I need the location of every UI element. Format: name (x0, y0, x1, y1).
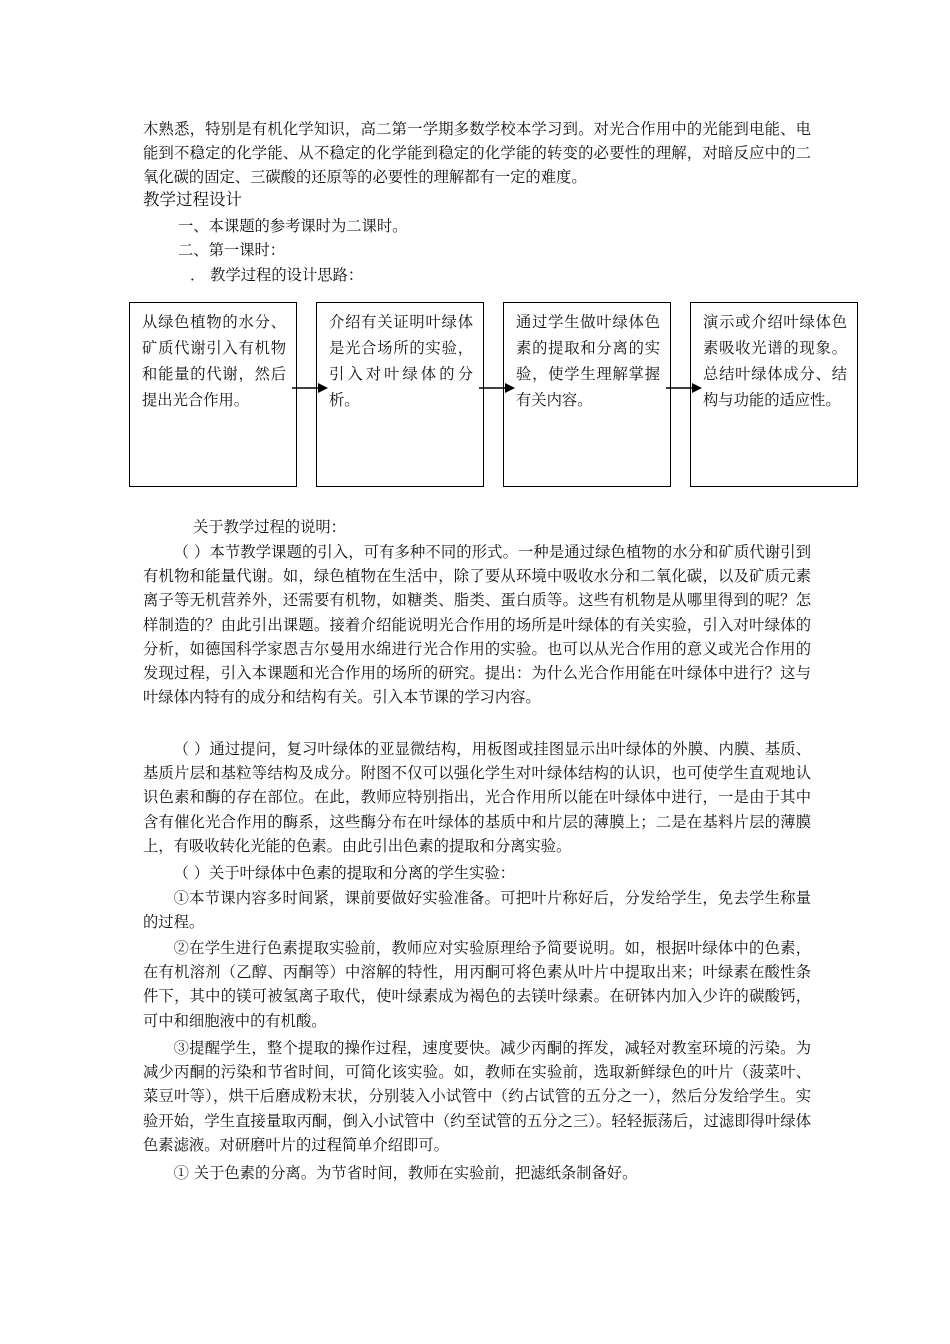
paragraph-step-1: ①本节课内容多时间紧，课前要做好实验准备。可把叶片称好后，分发给学生，免去学生称量的过程。 (143, 889, 811, 932)
flow-box-3: 通过学生做叶绿体色素的提取和分离的实验，使学生理解掌握有关内容。 (503, 302, 671, 487)
paragraph-step-3: ③提醒学生，整个提取的操作过程，速度要快。减少丙酮的挥发，减轻对教室环境的污染。为减少丙酮的污染和节省时间，可简化该实验。如，教师在实验前，选取新鲜绿色的叶片（菠菜叶、菜豆叶等），烘干后磨成粉末状，分别装入小试管中（约占试管的五分之一），然后分发给学生。实验开始，学生直接量取丙酮，倒入小试管中（约至试管的五分之三）。轻轻振荡后，过滤即得叶绿体色素滤液。对研磨叶片的过程简单介绍即可。 (143, 1039, 811, 1154)
item-class-hours: 一、本课题的参考课时为二课时。 (178, 217, 408, 235)
intro-paragraph: 木熟悉，特别是有机化学知识，高二第一学期多数学校本学习到。对光合作用中的光能到电能、电能到不稳定的化学能、从不稳定的化学能到稳定的化学能的转变的必要性的理解，对暗反应中的二氧化碳的固定、三碳酸的还原等的必要性的理解都有一定的难度。 (143, 120, 811, 187)
paragraph-experiment-title: （ ）关于叶绿体中色素的提取和分离的学生实验： (173, 864, 515, 882)
paragraph-step-2: ②在学生进行色素提取实验前，教师应对实验原理给予简要说明。如，根据叶绿体中的色素，在有机溶剂（乙醇、丙酮等）中溶解的特性，用丙酮可将色素从叶片中提取出来；叶绿素在酸性条件下，其中的镁可被氢离子取代，使叶绿素成为褐色的去镁叶绿素。在研钵内加入少许的碳酸钙，可中和细胞液中的有机酸。 (143, 939, 811, 1030)
paragraph-chloroplast-structure: （ ）通过提问，复习叶绿体的亚显微结构，用板图或挂图显示出叶绿体的外膜、内膜、基质、基质片层和基粒等结构及成分。附图不仅可以强化学生对叶绿体结构的认识，也可使学生直观地认识色素和酶的存在部位。在此，教师应特别指出，光合作用所以能在叶绿体中进行，一是由于其中含有催化光合作用的酶系，这些酶分布在叶绿体的基质中和片层的薄膜上；二是在基料片层的薄膜上，有吸收转化光能的色素。由此引出色素的提取和分离实验。 (143, 740, 811, 855)
item-first-lesson: 二、第一课时： (178, 241, 286, 259)
paragraph-step-4: ① 关于色素的分离。为节省时间，教师在实验前，把滤纸条制备好。 (173, 1164, 638, 1182)
item-design-idea: ． 教学过程的设计思路： (190, 266, 364, 284)
notes-title: 关于教学过程的说明： (193, 518, 346, 536)
flow-box-1: 从绿色植物的水分、矿质代谢引入有机物和能量的代谢，然后提出光合作用。 (129, 302, 297, 487)
flow-box-2: 介绍有关证明叶绿体是光合场所的实验，引入对叶绿体的分析。 (316, 302, 484, 487)
section-heading: 教学过程设计 (143, 190, 242, 209)
paragraph-intro-methods: （ ）本节教学课题的引入，可有多种不同的形式。一种是通过绿色植物的水分和矿质代谢引到有机物和能量代谢。如，绿色植物在生活中，除了要从环境中吸收水分和二氧化碳，以及矿质元素离子等无机营养外，还需要有机物，如糖类、脂类、蛋白质等。这些有机物是从哪里得到的呢？怎样制造的？由此引出课题。接着介绍能说明光合作用的场所是叶绿体的有关实验，引入对叶绿体的分析，如德国科学家恩吉尔曼用水绵进行光合作用的实验。也可以从光合作用的意义或光合作用的发现过程，引入本课题和光合作用的场所的研究。提出：为什么光合作用能在叶绿体中进行？这与叶绿体内特有的成分和结构有关。引入本节课的学习内容。 (143, 543, 811, 707)
flow-box-4: 演示或介绍叶绿体色素吸收光谱的现象。总结叶绿体成分、结构与功能的适应性。 (690, 302, 858, 487)
